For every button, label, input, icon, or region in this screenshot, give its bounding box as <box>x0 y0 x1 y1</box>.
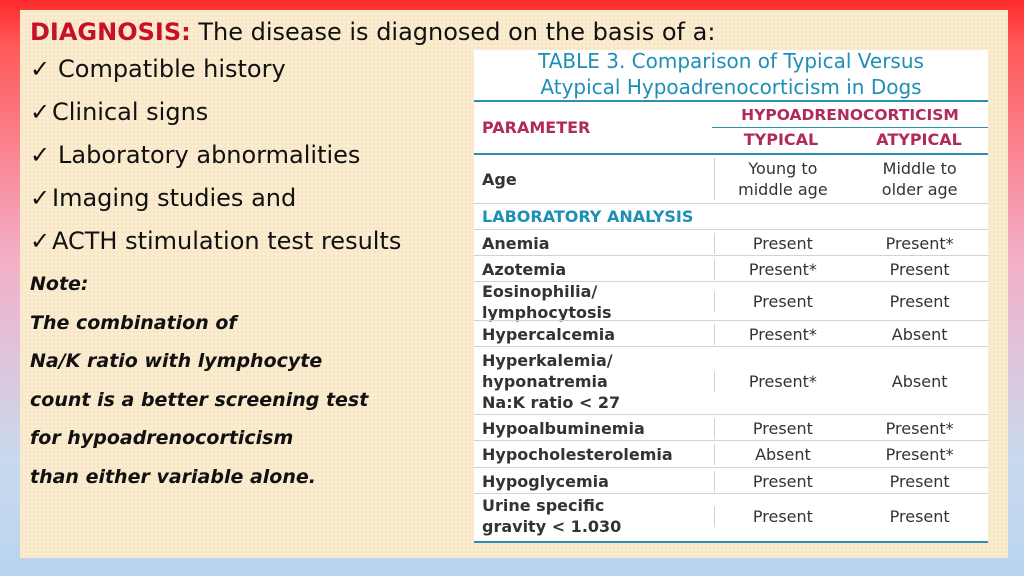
note-line: Na/K ratio with lymphocyte <box>30 350 323 372</box>
checklist-item <box>30 48 470 91</box>
table-row <box>474 320 988 347</box>
row-atypical-value: Present* <box>885 445 954 464</box>
table-row-age <box>474 156 988 202</box>
comparison-table <box>474 50 988 543</box>
checklist-item <box>30 177 470 220</box>
header-atypical: ATYPICAL <box>876 130 962 149</box>
table-caption-line-1: TABLE 3. Comparison of Typical Versus <box>538 49 924 73</box>
row-atypical-value: Present* <box>885 418 954 438</box>
row-atypical-value: Absent <box>891 371 948 391</box>
row-typical-value: Present <box>714 233 852 254</box>
note-line: count is a better screening test <box>30 388 369 411</box>
checklist-item-text: ACTH stimulation test results <box>52 227 402 255</box>
table-row <box>474 493 988 538</box>
row-typical-value: Present* <box>714 324 852 345</box>
table-caption-line-2: Atypical Hypoadrenocorticism in Dogs <box>540 75 922 99</box>
note-line: for hypoadrenocorticism <box>30 427 294 449</box>
row-parameter: Anemia <box>482 233 550 253</box>
header-divider <box>474 153 988 155</box>
row-typical-value: Present <box>714 506 852 527</box>
row-parameter: Hypoglycemia <box>482 471 609 491</box>
note-line: The combination of <box>30 311 237 334</box>
row-parameter: Hypoalbuminemia <box>482 418 645 438</box>
caption-divider <box>474 100 988 102</box>
row-typical-value: Young to middle age <box>714 158 852 200</box>
row-atypical-value: Present <box>889 506 950 526</box>
check-icon: ✓ <box>30 98 51 126</box>
diagnosis-heading <box>30 16 716 48</box>
diagnosis-keyword: DIAGNOSIS: <box>30 18 191 46</box>
checklist-item-text: Laboratory abnormalities <box>58 141 361 169</box>
row-parameter: Urine specific gravity < 1.030 <box>482 496 622 536</box>
row-typical-value: Present* <box>714 259 852 280</box>
row-typical-value: Present <box>714 418 852 439</box>
row-atypical-value: Absent <box>891 324 948 344</box>
table-row <box>474 414 988 441</box>
row-parameter: Age <box>482 169 517 189</box>
check-icon: ✓ <box>30 55 51 83</box>
check-icon: ✓ <box>30 184 51 212</box>
section-laboratory-analysis: LABORATORY ANALYSIS <box>474 203 988 230</box>
row-parameter: Eosinophilia/ lymphocytosis <box>482 281 612 322</box>
table-row <box>474 229 988 256</box>
header-parameter: PARAMETER <box>482 118 591 137</box>
check-icon: ✓ <box>30 141 51 169</box>
row-atypical-value: Present <box>889 471 950 491</box>
group-header-divider <box>712 127 988 128</box>
checklist-item-text: Clinical signs <box>52 98 209 126</box>
table-row <box>474 255 988 282</box>
table-row <box>474 346 988 415</box>
note-line: than either variable alone. <box>30 465 316 488</box>
row-atypical-value: Middle to older age <box>881 159 958 199</box>
checklist-item <box>30 91 470 134</box>
row-parameter: Hyperkalemia/ hyponatremia Na:K ratio < 27 <box>482 350 621 412</box>
note-label: Note: <box>30 273 89 295</box>
row-parameter: Hypercalcemia <box>482 324 616 344</box>
check-icon: ✓ <box>30 227 51 255</box>
table-row <box>474 440 988 468</box>
table-row <box>474 281 988 321</box>
row-atypical-value: Present <box>889 259 950 279</box>
checklist-item-text: Imaging studies and <box>52 184 297 212</box>
table-bottom-border <box>474 541 988 543</box>
diagnosis-heading-text: The disease is diagnosed on the basis of a: <box>190 18 716 46</box>
row-atypical-value: Present <box>889 292 950 311</box>
slide <box>20 10 1008 558</box>
row-parameter: Hypocholesterolemia <box>482 445 673 464</box>
row-typical-value: Present <box>714 471 852 492</box>
table-row <box>474 467 988 494</box>
row-typical-value: Absent <box>714 444 852 465</box>
checklist-item-text: Compatible history <box>58 55 286 83</box>
row-typical-value: Present* <box>714 371 852 392</box>
checklist-item <box>30 134 470 177</box>
row-parameter: Azotemia <box>482 259 567 279</box>
header-hypoadrenocorticism: HYPOADRENOCORTICISM <box>741 106 959 124</box>
row-atypical-value: Present* <box>885 233 954 253</box>
header-typical: TYPICAL <box>743 130 819 149</box>
row-typical-value: Present <box>714 291 852 312</box>
checklist-item <box>30 220 470 263</box>
